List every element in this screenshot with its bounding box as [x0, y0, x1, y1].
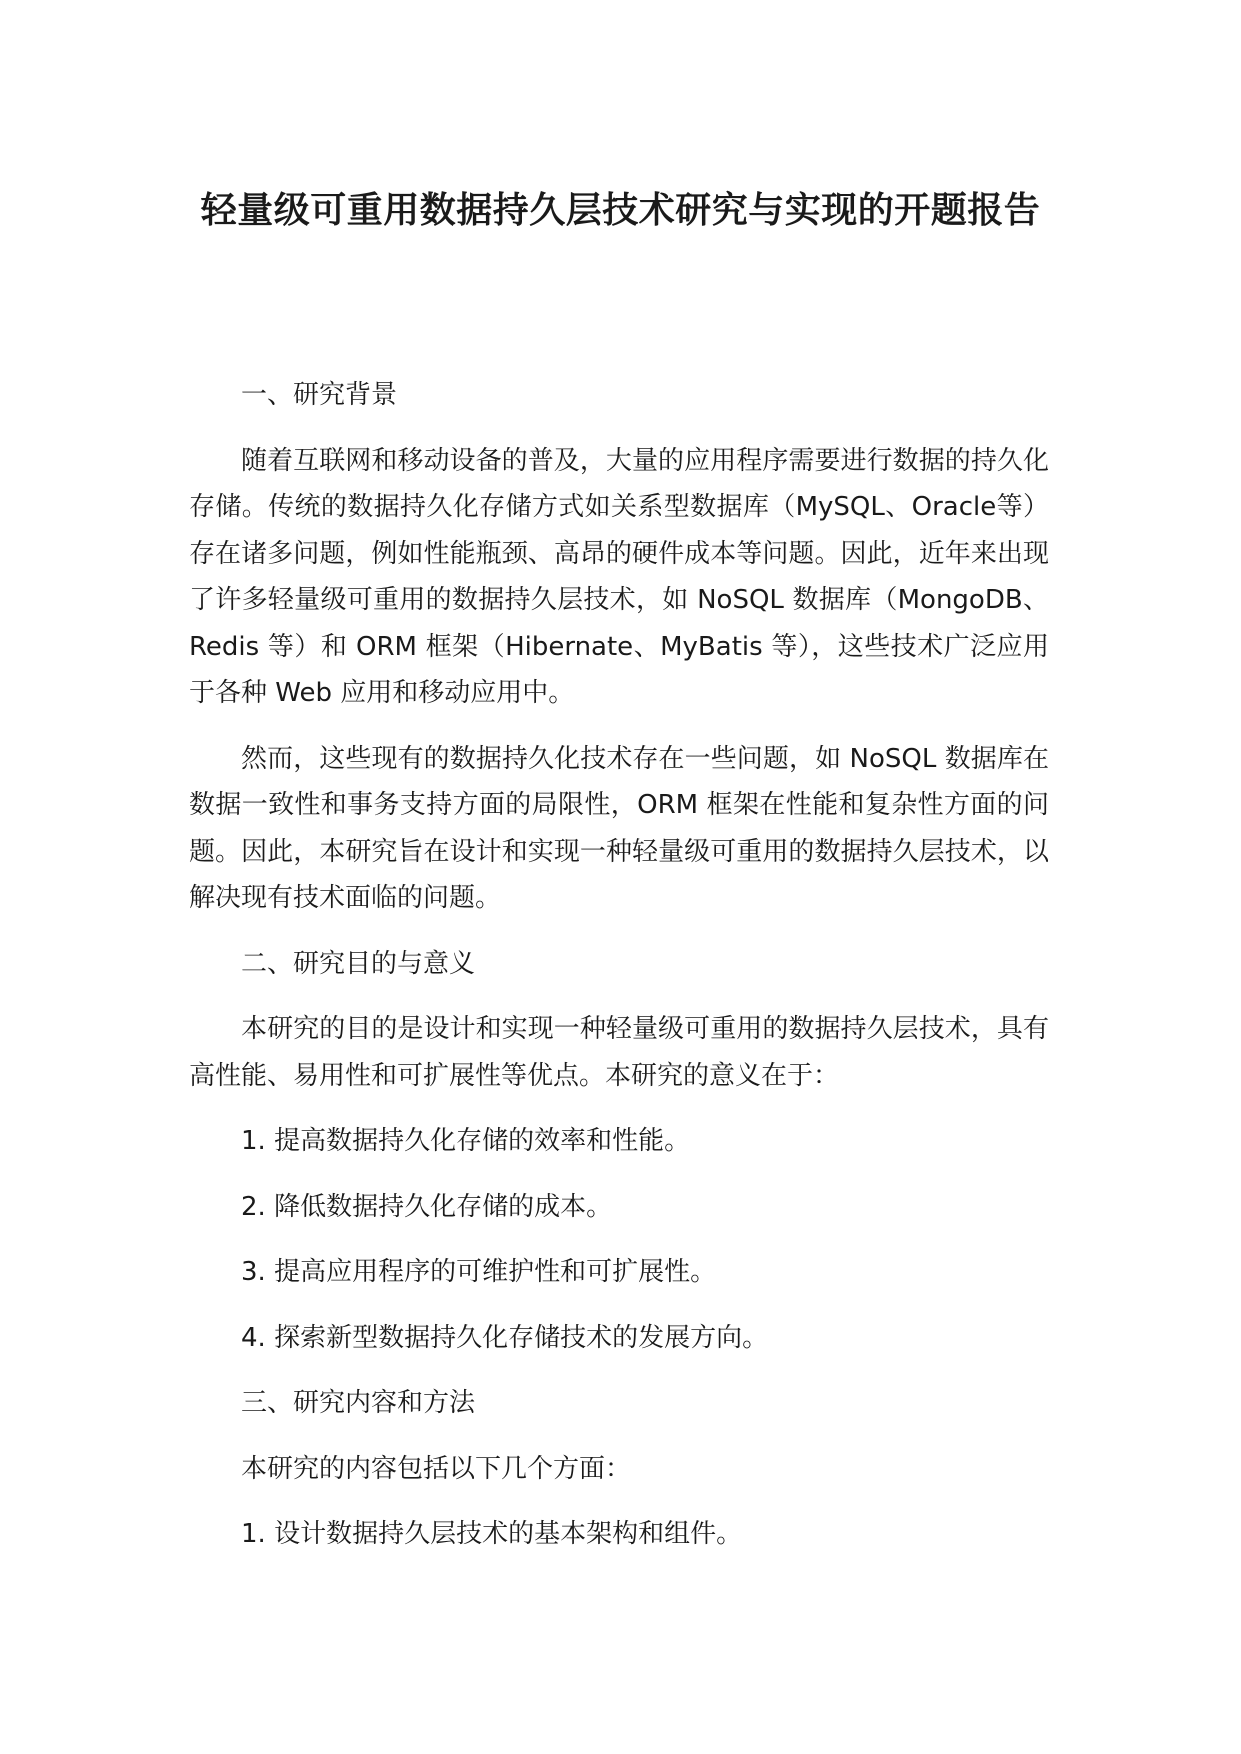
paragraph-background-2: 然而，这些现有的数据持久化技术存在一些问题，如 NoSQL 数据库在数据一致性和事务支持方面的局限性，ORM 框架在性能和复杂性方面的问题。因此，本研究旨在设计和实现一种轻量级可重用的数据持久层技术，以解决现有技术面临的问题。: [189, 743, 1049, 913]
list-item: 3. 提高应用程序的可维护性和可扩展性。: [241, 1257, 717, 1287]
list-item: 1. 设计数据持久层技术的基本架构和组件。: [241, 1519, 743, 1549]
section-heading-background: 一、研究背景: [241, 380, 398, 410]
section-heading-purpose: 二、研究目的与意义: [241, 948, 476, 979]
list-item: 2. 降低数据持久化存储的成本。: [241, 1191, 613, 1222]
list-item: 4. 探索新型数据持久化存储技术的发展方向。: [241, 1322, 769, 1353]
list-item: 1. 提高数据持久化存储的效率和性能。: [241, 1126, 691, 1156]
paragraph-content-1: 本研究的内容包括以下几个方面：: [241, 1453, 632, 1484]
document-body: [189, 372, 1049, 1577]
document-title: 轻量级可重用数据持久层技术研究与实现的开题报告: [200, 190, 1041, 231]
paragraph-purpose-1: 本研究的目的是设计和实现一种轻量级可重用的数据持久层技术，具有高性能、易用性和可扩展性等优点。本研究的意义在于：: [189, 1014, 1049, 1091]
section-heading-content-method: 三、研究内容和方法: [241, 1388, 476, 1418]
paragraph-background-1: 随着互联网和移动设备的普及，大量的应用程序需要进行数据的持久化存储。传统的数据持久化存储方式如关系型数据库（MySQL、Oracle等）存在诸多问题，例如性能瓶颈、高昂的硬件成本等问题。因此，近年来出现了许多轻量级可重用的数据持久层技术，如 NoSQL 数据库（MongoDB、Redis 等）和 ORM 框架（Hibernate、MyBatis 等），这些技术广泛应用于各种 Web 应用和移动应用中。: [189, 445, 1049, 708]
